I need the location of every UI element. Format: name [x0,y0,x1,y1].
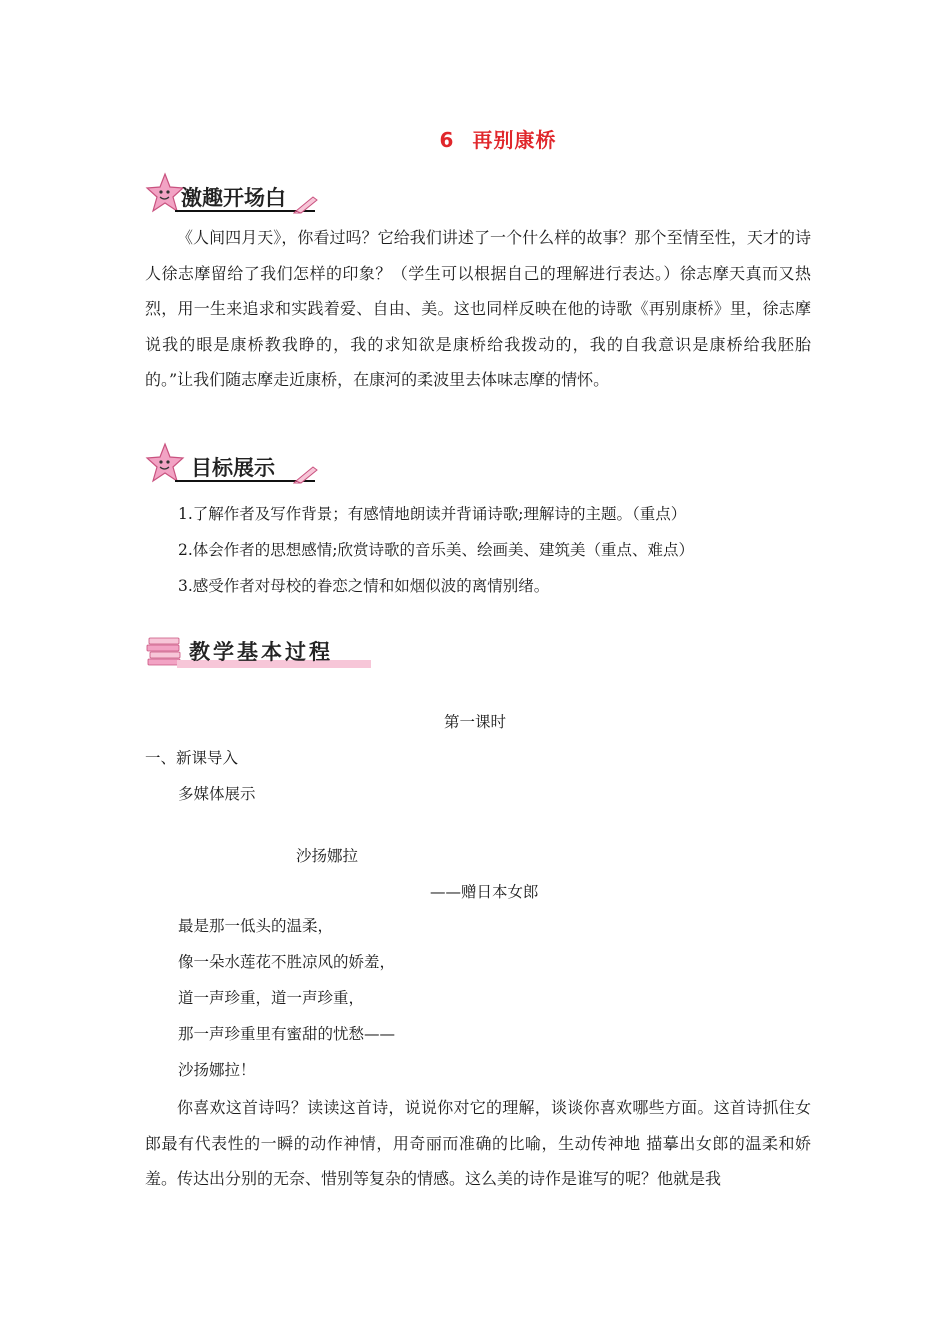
poem-line-2: 像一朵水莲花不胜凉风的娇羞， [178,953,396,971]
star-mascot-icon [145,442,185,484]
poem-line-5: 沙扬娜拉！ [178,1061,256,1079]
goals-banner [145,442,320,488]
lesson-title [0,124,950,153]
poem-subtitle: ——赠日本女郎 [430,883,539,901]
poem-line-1: 最是那一低头的温柔， [178,917,334,935]
goal-item-2: 2.体会作者的思想感情;欣赏诗歌的音乐美、绘画美、建筑美（重点、难点） [178,541,695,559]
process-banner [145,628,375,674]
closing-paragraph: 你喜欢这首诗吗？读读这首诗，说说你对它的理解，谈谈你喜欢哪些方面。这首诗抓住女郎最有代表性的一瞬的动作神情，用奇丽而准确的比喻，生动传神地 描摹出女郎的温柔和娇羞。传达出分别的无奈、惜别等复杂的情感。这么美的诗作是谁写的呢？他就是我 [145,1098,811,1189]
poem-line-4: 那一声珍重里有蜜甜的忧愁—— [178,1025,396,1043]
multimedia-display: 多媒体展示 [178,785,256,803]
step-new-lesson-intro: 一、新课导入 [145,749,239,767]
goal-item-1: 1.了解作者及写作背景；有感情地朗读并背诵诗歌;理解诗的主题。（重点） [178,505,687,523]
lesson-period: 第一课时 [443,713,506,731]
lesson-number: 6 [439,128,455,152]
pen-icon [293,194,319,214]
process-banner-label: 教学基本过程 [189,640,333,664]
goal-item-3: 3.感受作者对母校的眷恋之情和如烟似波的离情别绪。 [178,577,550,595]
poem-line-3: 道一声珍重，道一声珍重， [178,989,365,1007]
lesson-title-text: 再别康桥 [472,128,557,152]
pen-icon [293,464,319,484]
star-mascot-icon [145,172,185,214]
poem-title: 沙扬娜拉 [296,847,359,865]
goals-banner-label: 目标展示 [191,456,275,480]
intro-banner [145,172,320,218]
intro-paragraph: 《人间四月天》，你看过吗？它给我们讲述了一个什么样的故事？那个至情至性，天才的诗人徐志摩留给了我们怎样的印象？（学生可以根据自己的理解进行表达。）徐志摩天真而又热烈，用一生来追求和实践着爱、自由、美。这也同样反映在他的诗歌《再别康桥》里，徐志摩说我的眼是康桥教我睁的，我的求知欲是康桥给我拨动的，我的自我意识是康桥给我胚胎的。”让我们随志摩走近康桥，在康河的柔波里去体味志摩的情怀。 [145,228,811,390]
intro-banner-label: 激趣开场白 [181,186,286,210]
